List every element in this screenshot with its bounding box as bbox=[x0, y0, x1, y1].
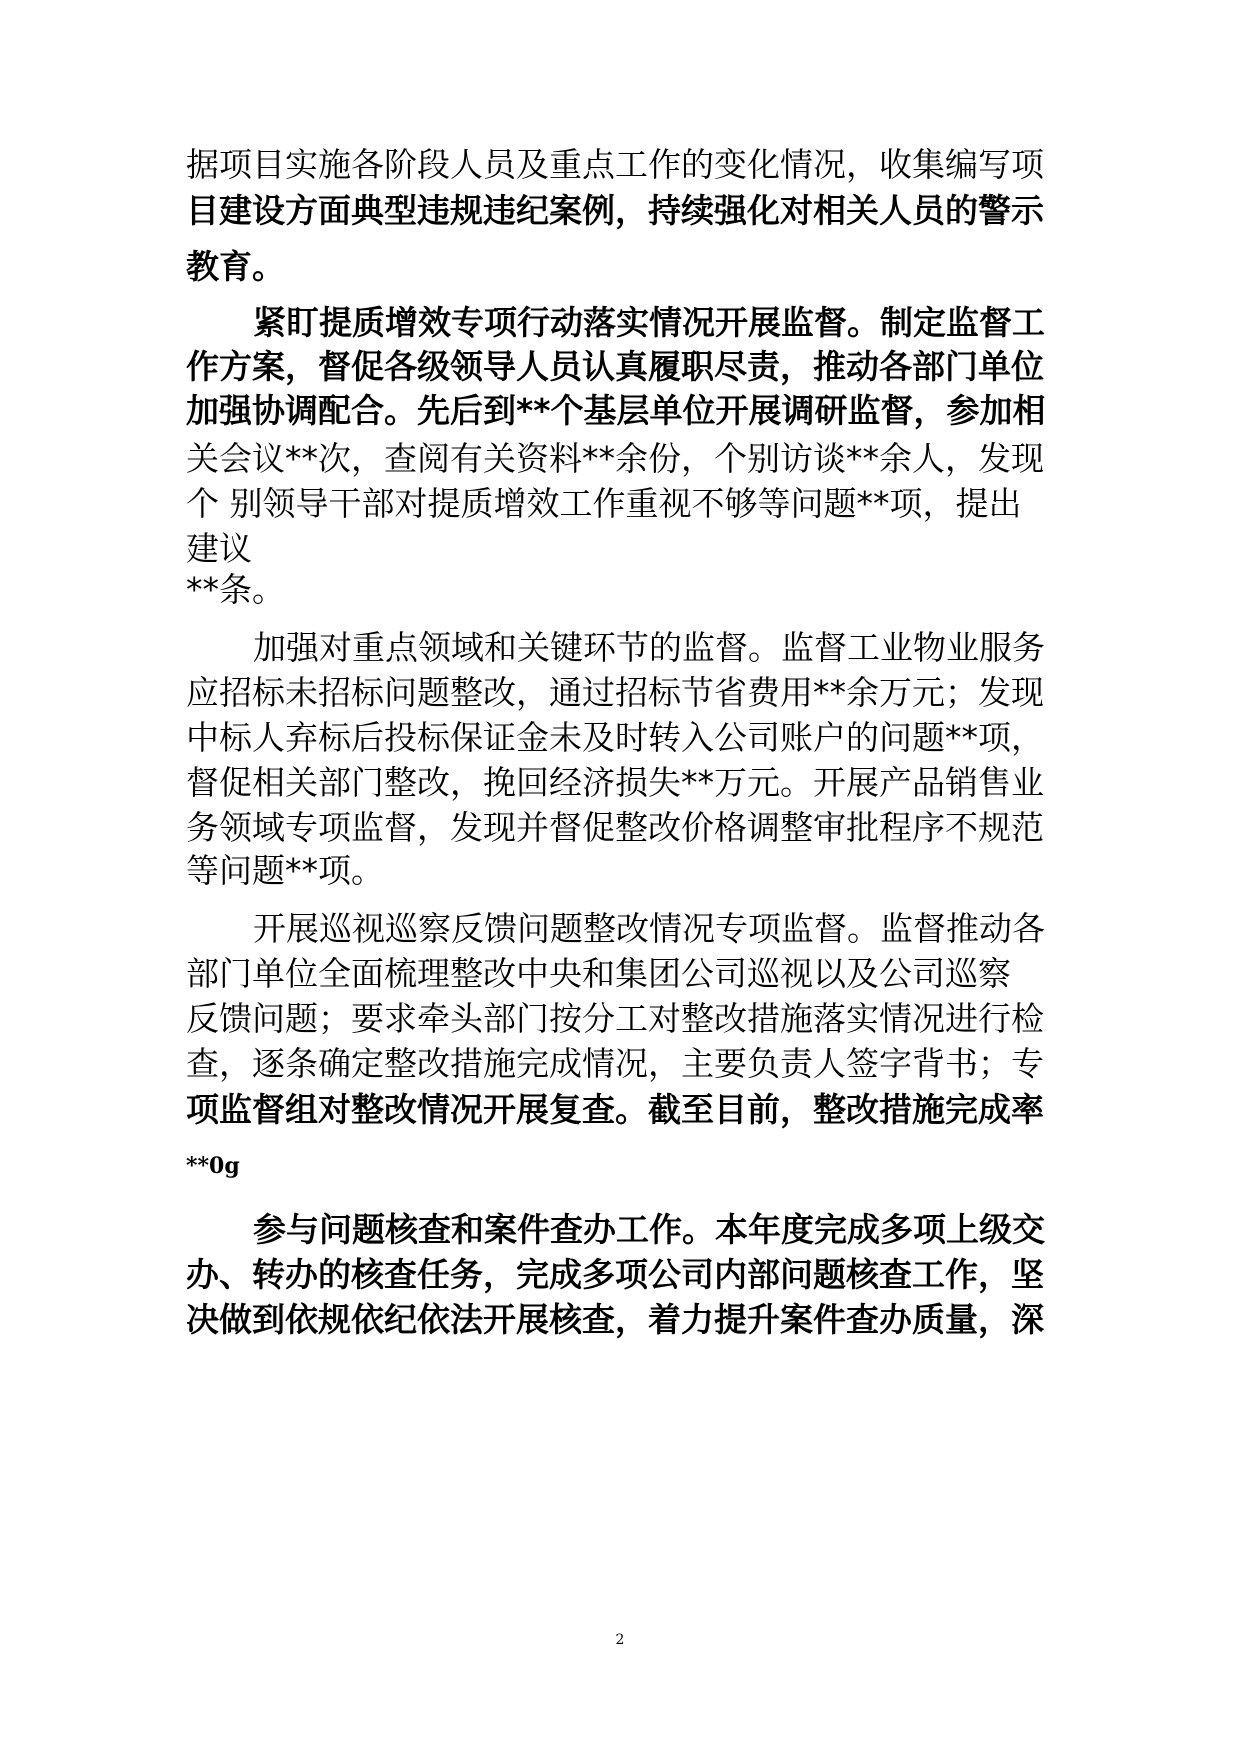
paragraph-heading: 加强对重点领域和关键环节的监督。监督工业物业服务 bbox=[253, 628, 1045, 667]
text-line: 个 别领导干部对提质增效工作重视不够等问题**项，提出 bbox=[186, 484, 1022, 523]
text-line: 作方案，督促各级领导人员认真履职尽责，推动各部门单位 bbox=[186, 347, 1044, 386]
page-number: 2 bbox=[615, 1632, 625, 1648]
text-line: 中标人弃标后投标保证金未及时转入公司账户的问题**项， bbox=[186, 718, 1044, 757]
text-line: 办、转办的核查任务，完成多项公司内部问题核查工作，坚 bbox=[186, 1255, 1044, 1294]
text-line: 查，逐条确定整改措施完成情况，主要负责人签字背书；专 bbox=[186, 1044, 1044, 1083]
text-line: 关会议**次，查阅有关资料**余份，个别访谈**余人，发现 bbox=[186, 439, 1044, 478]
text-line: 部门单位全面梳理整改中央和集团公司巡视以及公司巡察 bbox=[186, 954, 1011, 993]
text-line: 务领域专项监督，发现并督促整改价格调整审批程序不规范 bbox=[186, 808, 1044, 847]
text-line: 决做到依规依纪依法开展核查，着力提升案件查办质量，深 bbox=[186, 1300, 1044, 1339]
text-line: **0g bbox=[186, 1153, 240, 1179]
text-line: **条。 bbox=[186, 570, 285, 609]
text-line: 督促相关部门整改，挽回经济损失**万元。开展产品销售业 bbox=[186, 763, 1044, 802]
paragraph-heading: 参与问题核查和案件查办工作。本年度完成多项上级交 bbox=[253, 1210, 1045, 1249]
text-line: 建议 bbox=[186, 529, 252, 568]
text-line: 反馈问题；要求牵头部门按分工对整改措施落实情况进行检 bbox=[186, 999, 1044, 1038]
paragraph-heading: 紧盯提质增效专项行动落实情况开展监督。制定监督工 bbox=[253, 303, 1045, 342]
text-line: 应招标未招标问题整改，通过招标节省费用**余万元；发现 bbox=[186, 673, 1044, 712]
paragraph-heading: 开展巡视巡察反馈问题整改情况专项监督。监督推动各 bbox=[253, 909, 1045, 948]
text-line: 目建设方面典型违规违纪案例，持续强化对相关人员的警示 bbox=[186, 191, 1044, 230]
text-line: 教育。 bbox=[186, 247, 285, 286]
text-line: 据项目实施各阶段人员及重点工作的变化情况，收集编写项 bbox=[186, 145, 1044, 184]
text-line: 等问题**项。 bbox=[186, 851, 384, 890]
text-line: 项监督组对整改情况开展复查。截至目前，整改措施完成率 bbox=[186, 1090, 1044, 1129]
text-line: 加强协调配合。先后到**个基层单位开展调研监督，参加相 bbox=[186, 391, 1046, 430]
